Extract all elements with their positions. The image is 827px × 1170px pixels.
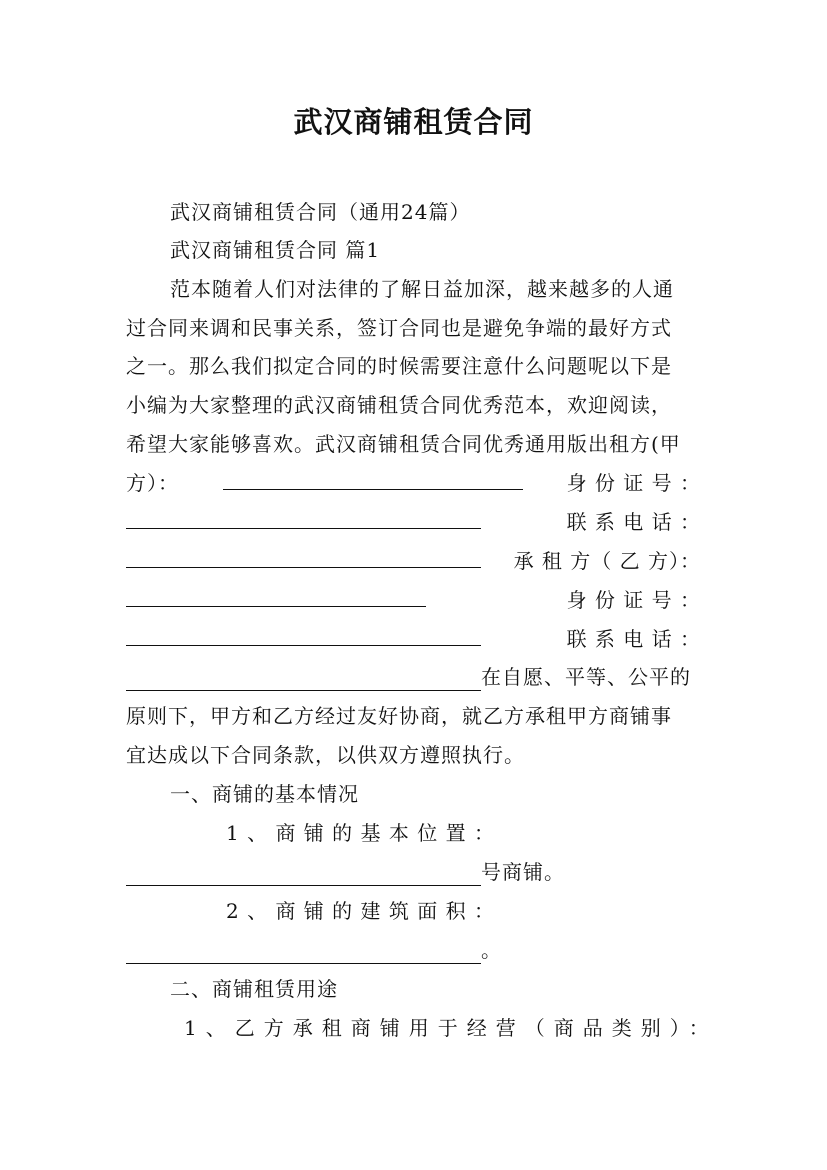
party-a-line <box>126 469 701 497</box>
phone-label: 联 系 电 话 ： <box>566 510 701 534</box>
agreement-line-1: 原则下，甲方和乙方经过友好协商，就乙方承租甲方商铺事 <box>126 704 672 728</box>
agreement-tail: 在自愿、平等、公平的 <box>481 665 691 689</box>
phone-label-2: 联 系 电 话 ： <box>566 627 701 651</box>
intro-line-1: 范本随着人们对法律的了解日益加深，越来越多的人通 <box>170 277 674 301</box>
section-1-heading: 一、商铺的基本情况 <box>170 782 359 806</box>
party-a-prefix: 方）： <box>126 471 179 495</box>
document-subtitle: 武汉商铺租赁合同（通用24篇） <box>170 200 471 224</box>
part-heading: 武汉商铺租赁合同 篇1 <box>170 238 381 262</box>
document-title: 武汉商铺租赁合同 <box>293 105 534 139</box>
party-a-name-blank <box>223 469 523 490</box>
phone-line <box>126 547 701 575</box>
lessee-label: 承 租 方（ 乙 方）： <box>513 549 701 573</box>
id-number-blank <box>126 508 481 529</box>
item-1-label: 1 、 商 铺 的 基 本 位 置 ： <box>226 821 495 845</box>
intro-line-3: 之一。那么我们拟定合同的时候需要注意什么问题呢以下是 <box>126 354 672 378</box>
id-number-blank-2 <box>126 625 481 646</box>
item-2-line <box>126 936 701 964</box>
lessee-line <box>126 586 701 614</box>
intro-line-4: 小编为大家整理的武汉商铺租赁合同优秀范本，欢迎阅读， <box>126 393 672 417</box>
id-number-line <box>126 508 701 536</box>
location-blank <box>126 865 481 886</box>
lessee-name-blank <box>126 586 426 607</box>
item-1-tail: 号商铺。 <box>481 860 565 884</box>
section-2-item-1: 1、乙方承租商铺用于经营（商品类别）： <box>184 1016 718 1040</box>
agreement-line-2: 宜达成以下合同条款，以供双方遵照执行。 <box>126 743 525 767</box>
agreement-first-line <box>126 663 701 691</box>
item-2-label: 2 、 商 铺 的 建 筑 面 积 ： <box>226 899 495 923</box>
item-2-tail: 。 <box>481 938 502 962</box>
intro-line-5: 希望大家能够喜欢。武汉商铺租赁合同优秀通用版出租方(甲 <box>126 432 681 456</box>
intro-line-2: 过合同来调和民事关系，签订合同也是避免争端的最好方式 <box>126 316 672 340</box>
phone-blank-2 <box>126 670 481 691</box>
id-number-label: 身 份 证 号 ： <box>566 471 701 495</box>
item-1-line <box>126 858 701 886</box>
area-blank <box>126 943 481 964</box>
section-2-heading: 二、商铺租赁用途 <box>170 977 338 1001</box>
id-number-line-2 <box>126 625 701 653</box>
id-number-label-2: 身 份 证 号 ： <box>566 588 701 612</box>
phone-blank <box>126 547 481 568</box>
